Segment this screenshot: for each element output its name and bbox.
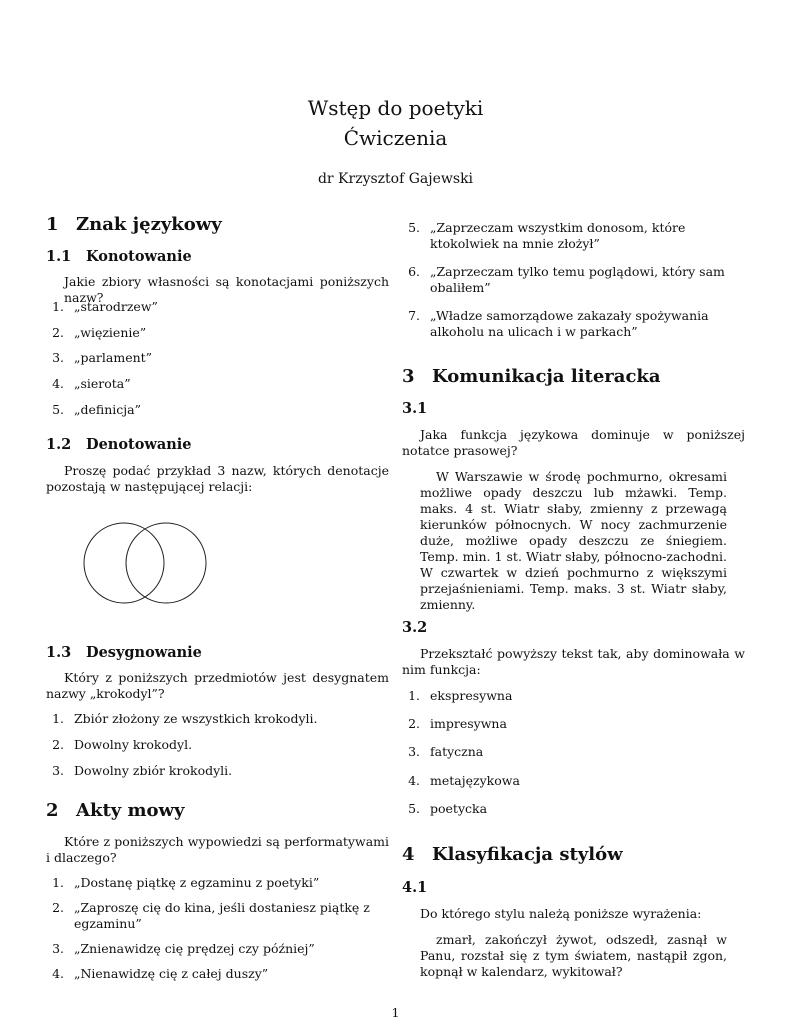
subsection-title: Konotowanie: [86, 248, 192, 265]
list-item: 2. „Zaproszę cię do kina, jeśli dostaniesz piątkę z egzaminu”: [52, 900, 370, 931]
list-item: 4. „sierota”: [52, 376, 131, 391]
section-number: 3: [402, 366, 415, 387]
subsection-title: Desygnowanie: [86, 644, 202, 661]
page-number: 1: [391, 1005, 400, 1020]
quote-block: W Warszawie w środę pochmurno, okresami możliwe opady deszczu lub mżawki. Temp. maks. 4 st. Wiatr słaby, zmienny z przewagą kierunków północnych. W nocy zachmurzenie duże, możliwe opady deszczu ze śniegiem. Temp. min. 1 st. Wiatr słaby, północno-zachodni. W czwartek w dzień pochmurno z większymi przejaśnieniami. Temp. maks. 3 st. Wiatr słaby, zmienny.: [420, 469, 727, 612]
document-author: dr Krzysztof Gajewski: [317, 171, 474, 187]
venn-diagram: [80, 522, 210, 604]
list-item: 2. impresywna: [408, 716, 507, 731]
subsection-title: Denotowanie: [86, 436, 192, 453]
venn-circle-right: [126, 523, 206, 603]
list-item: 2. „więzienie”: [52, 325, 147, 340]
paragraph: Do którego stylu należą poniższe wyrażenia:: [420, 906, 702, 921]
section-4-heading: [402, 844, 623, 865]
subsection-1-3-heading: [46, 644, 202, 661]
document-title-line1: Wstęp do poetyki: [307, 96, 484, 120]
subsection-number: 1.3: [46, 644, 72, 661]
list-item: 1. „Dostanę piątkę z egzaminu z poetyki”: [52, 875, 320, 890]
section-title: Klasyfikacja stylów: [432, 844, 623, 865]
subsection-number: 4.1: [402, 879, 428, 896]
list-item: 2. Dowolny krokodyl.: [52, 737, 193, 752]
section-number: 4: [402, 844, 415, 865]
list-item: 1. Zbiór złożony ze wszystkich krokodyli.: [52, 711, 318, 726]
quote-block: zmarł, zakończył żywot, odszedł, zasnął w Panu, rozstał się z tym światem, nastąpił zgon, kopnął w kalendarz, wykitował?: [420, 932, 727, 979]
list-item: 3. Dowolny zbiór krokodyli.: [52, 763, 233, 778]
subsection-4-1-heading: [402, 879, 442, 896]
section-1-heading: [46, 214, 222, 235]
list-item: 5. „Zaprzeczam wszystkim donosom, które ktokolwiek na mnie złożył”: [408, 220, 686, 251]
subsection-3-2-heading: [402, 619, 442, 636]
section-2-heading: [46, 800, 184, 821]
subsection-number: 3.1: [402, 400, 428, 417]
paragraph: Przekształć powyższy tekst tak, aby dominowała w nim funkcja:: [402, 646, 745, 677]
list-item: 3. fatyczna: [408, 744, 484, 759]
subsection-number: 1.2: [46, 436, 72, 453]
list-item: 5. poetycka: [408, 801, 488, 816]
paragraph: Który z poniższych przedmiotów jest desygnatem nazwy „krokodyl”?: [46, 670, 389, 701]
section-number: 2: [46, 800, 59, 821]
list-item: 4. metajęzykowa: [408, 773, 520, 788]
venn-circle-left: [84, 523, 164, 603]
paragraph: Jakie zbiory własności są konotacjami poniższych nazw?: [64, 274, 389, 305]
paragraph: Proszę podać przykład 3 nazw, których denotacje pozostają w następującej relacji:: [46, 463, 389, 494]
subsection-1-1-heading: [46, 248, 192, 265]
list-item: 3. „parlament”: [52, 350, 153, 365]
subsection-number: 3.2: [402, 619, 428, 636]
list-item: 5. „definicja”: [52, 402, 141, 417]
list-item: 1. ekspresywna: [408, 688, 513, 703]
list-item: 6. „Zaprzeczam tylko temu poglądowi, który sam obaliłem”: [408, 264, 725, 295]
list-item: 1. „starodrzew”: [52, 299, 158, 314]
subsection-number: 1.1: [46, 248, 72, 265]
subsection-1-2-heading: [46, 436, 192, 453]
subsection-3-1-heading: [402, 400, 442, 417]
paragraph: Jaka funkcja językowa dominuje w poniższej notatce prasowej?: [402, 427, 745, 458]
list-item: 7. „Władze samorządowe zakazały spożywania alkoholu na ulicach i w parkach”: [408, 308, 709, 339]
document-title-line2: Ćwiczenia: [343, 126, 448, 150]
paragraph: Które z poniższych wypowiedzi są performatywami i dlaczego?: [46, 834, 389, 865]
section-title: Znak językowy: [76, 214, 222, 235]
list-item: 3. „Znienawidzę cię prędzej czy później”: [52, 941, 315, 956]
section-title: Akty mowy: [76, 800, 185, 821]
section-number: 1: [46, 214, 59, 235]
section-title: Komunikacja literacka: [432, 366, 661, 387]
list-item: 4. „Nienawidzę cię z całej duszy”: [52, 966, 269, 981]
section-3-heading: [402, 366, 661, 387]
